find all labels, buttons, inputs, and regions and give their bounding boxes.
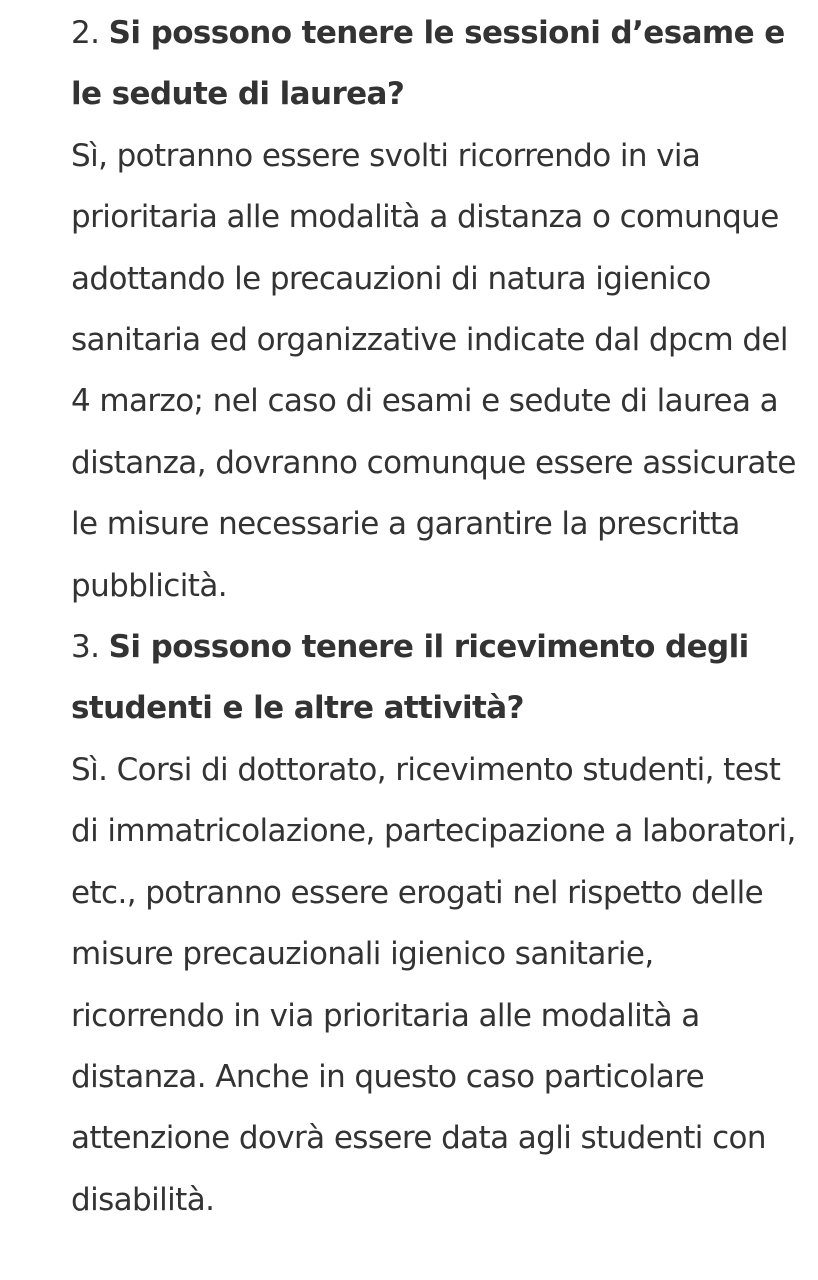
faq-item-3 [71,617,801,1231]
faq-question-text: Si possono tenere il ricevimento degli studenti e le altre attività? [71,629,749,727]
faq-item-2 [71,3,801,617]
faq-list [71,3,801,1231]
faq-question [71,617,801,740]
faq-answer: Sì, potranno essere svolti ricorrendo in via prioritaria alle modalità a distanza o comunque adottando le precauzioni di natura igienico sanitaria ed organizzative indicate dal dpcm del 4 marzo; nel caso di esami e sedute di laurea a distanza, dovranno comunque essere assicurate le misure necessarie a garantire la prescritta pubblicità. [71,137,796,604]
faq-question [71,3,801,126]
faq-number: 2. [71,15,100,51]
faq-question-text: Si possono tenere le sessioni d’esame e le sedute di laurea? [71,15,785,113]
faq-number: 3. [71,629,100,666]
faq-answer: Sì. Corsi di dottorato, ricevimento studenti, test di immatricolazione, partecipazione a laboratori, etc., potranno essere erogati nel rispetto delle misure precauzionali igienico sanitarie, ricorrendo in via prioritaria alle modalità a distanza. Anche in questo caso particolare attenzione dovrà essere data agli studenti con disabilità. [71,751,796,1218]
